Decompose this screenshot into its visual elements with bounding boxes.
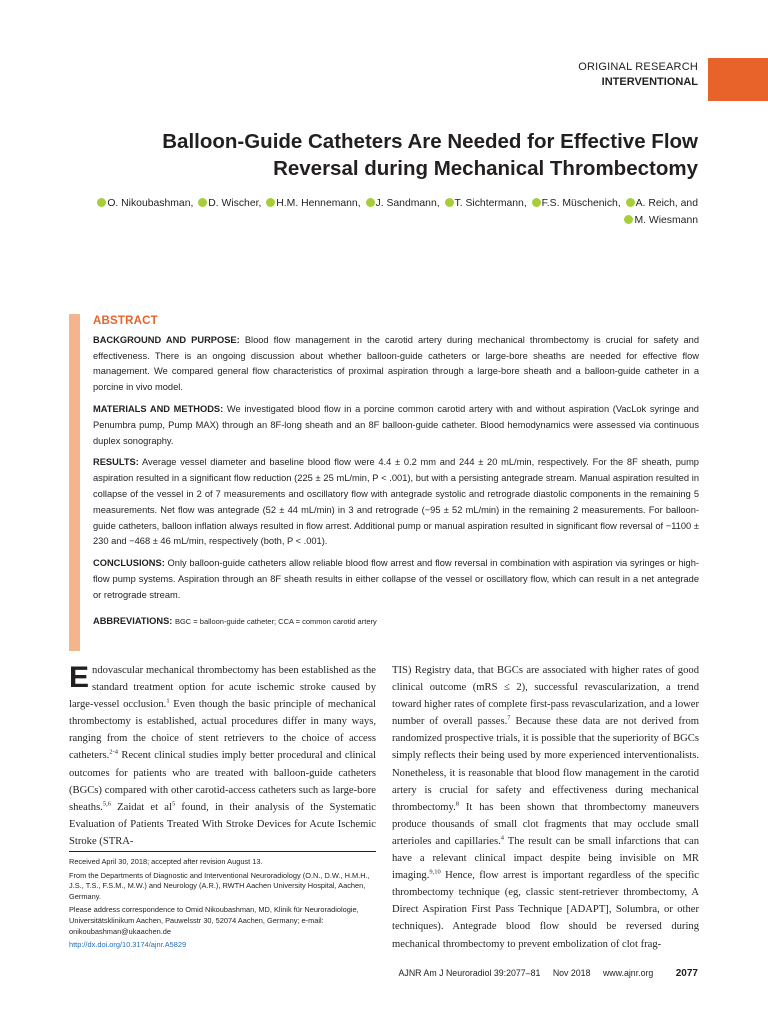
- body-text: Recent clinical studies imply better procedural and clinical outcomes for patients who are treated with balloon-guide catheters (BGCs) compared with other carotid-access catheters such as large-bore sheaths.: [69, 750, 376, 813]
- author-entry[interactable]: [364, 198, 440, 209]
- author-entry[interactable]: [443, 198, 527, 209]
- methods-label: MATERIALS AND METHODS:: [93, 403, 224, 414]
- abstract-background: [93, 333, 699, 396]
- abstract-methods: [93, 402, 699, 449]
- citation[interactable]: 8: [455, 800, 459, 808]
- author-list: [58, 195, 698, 229]
- abstract-abbreviations: [93, 614, 699, 630]
- author-entry[interactable]: [622, 215, 698, 226]
- journal-citation: AJNR Am J Neuroradiol 39:2077–81: [398, 968, 541, 978]
- orcid-icon[interactable]: [366, 198, 375, 207]
- footnote-divider: [69, 851, 376, 852]
- body-paragraph: [392, 662, 699, 953]
- author-entry[interactable]: [530, 198, 621, 209]
- background-text: Blood flow management in the carotid artery during mechanical thrombectomy is crucial for safety and effectiveness. There is an ongoing discussion about whether balloon-guide catheters or large-bore sheaths are needed for effective flow management. We compared general flow characteristics of proximal aspiration through a large-bore sheath and a balloon-guide catheter in a porcine in vivo model.: [93, 334, 699, 393]
- section-label: [578, 60, 698, 90]
- citation[interactable]: 4: [500, 834, 505, 842]
- title-line-2: Reversal during Mechanical Thrombectomy: [273, 157, 698, 180]
- background-label: BACKGROUND AND PURPOSE:: [93, 334, 240, 345]
- journal-website[interactable]: www.ajnr.org: [602, 968, 654, 978]
- orcid-icon[interactable]: [445, 198, 454, 207]
- footnotes: [69, 857, 376, 954]
- body-text: Even though the basic principle of mechanical thrombectomy is established, actual procedures differ in many ways, ranging from the choice of stent retrievers to the choice of access catheters.: [69, 699, 377, 762]
- orcid-icon[interactable]: [266, 198, 275, 207]
- citation[interactable]: 9,10: [429, 868, 441, 876]
- author-name: A. Reich, and: [635, 198, 698, 209]
- intro-paragraph: [69, 662, 376, 850]
- abstract-heading: ABSTRACT: [93, 315, 158, 327]
- body-text: found, in their analysis of the Systematic Evaluation of Patients Treated With Stroke Devices for Acute Ischemic Stroke (STRA-: [69, 801, 376, 847]
- author-name: J. Sandmann,: [375, 198, 440, 209]
- citation[interactable]: 1: [166, 697, 170, 705]
- author-name: H.M. Hennemann,: [276, 198, 361, 209]
- orcid-icon[interactable]: [97, 198, 106, 207]
- abbreviations-text: BGC = balloon-guide catheter; CCA = common carotid artery: [174, 616, 377, 626]
- drop-cap: E: [69, 661, 90, 694]
- correspondence-note: Please address correspondence to Omid Nikoubashman, MD, Klinik für Neuroradiologie, Universitätsklinikum Aachen, Pauwelsstr 30, 52074 Aachen, Germany; e-mail: onikoubashman@ukaachen.de: [69, 905, 359, 936]
- section-color-block: [708, 58, 768, 101]
- body-text: Zaidat et al: [110, 801, 172, 813]
- author-entry[interactable]: [95, 198, 193, 209]
- body-text: Hence, flow arrest is important regardless of the specific thrombectomy technique (eg, classic stent-retriever thrombectomy, A Direct Aspiration First Pass Technique [ADAPT], Solumbra, or other techniques). Antegrade blood flow should be reversed during mechanical thrombectomy to prevent embolization of clot frag-: [392, 870, 699, 950]
- author-name: T. Sichtermann,: [454, 198, 527, 209]
- received-date: Received April 30, 2018; accepted after revision August 13.: [69, 857, 263, 866]
- abstract: [93, 314, 699, 635]
- conclusions-text: Only balloon-guide catheters allow reliable blood flow arrest and flow reversal in combination with aspiration via syringes or high-flow pump systems. Aspiration through an 8F sheath results in either collapse of the vessel or oscillatory flow, which can result in a net antegrade or retrograde stream.: [93, 558, 699, 600]
- author-entry[interactable]: [264, 198, 360, 209]
- body-text: TIS) Registry data, that BGCs are associated with higher rates of good clinical outcome (mRS ≤ 2), successful revascularization, a trend toward higher rates of complete first-pass revascularization, and a lower number of overall passes.: [392, 665, 699, 728]
- orcid-icon[interactable]: [198, 198, 207, 207]
- article-title: [98, 128, 698, 182]
- methods-text: We investigated blood flow in a porcine common carotid artery with and without aspiration (VacLok syringe and Penumbra pump, Pump MAX) through an 8F-long sheath and an 8F balloon-guide catheter. Blood hemodynamics were assessed via continuous duplex sonography.: [93, 403, 699, 446]
- doi-link[interactable]: http://dx.doi.org/10.3174/ajnr.A5829: [69, 940, 187, 950]
- body-text: Because these data are not derived from randomized prospective trials, it is possible that the superiority of BGCs simply reflects their being used by more experienced interventionalists. Nonetheless, it is reasonable that blood flow management in the carotid artery is crucial for safety and effectiveness during mechanical thrombectomy.: [392, 716, 700, 813]
- conclusions-label: CONCLUSIONS:: [93, 558, 165, 569]
- citation[interactable]: 5,6: [102, 800, 111, 808]
- abstract-conclusions: [93, 556, 699, 603]
- author-entry[interactable]: [196, 198, 261, 209]
- body-text: It has been shown that thrombectomy maneuvers produce thousands of small clot fragments that may occlude small arterioles and capillaries.: [392, 801, 699, 847]
- page-number: 2077: [675, 968, 698, 979]
- section-category: ORIGINAL RESEARCH: [578, 61, 698, 73]
- orcid-icon[interactable]: [532, 198, 541, 207]
- body-text: ndovascular mechanical thrombectomy has been established as the standard treatment option for acute ischemic stroke caused by large-vessel occlusion.: [69, 665, 376, 711]
- results-text: Average vessel diameter and baseline blood flow were 4.4 ± 0.2 mm and 244 ± 20 mL/min, respectively. For the 8F sheath, pump aspiration resulted in a significant flow reduction (225 ± 25 mL/min, P < .001), but with a persisting antegrade stream. Manual aspiration resulted in collapse of the vessel in 2 of 7 measurements and oscillatory flow with antegrade systolic and retrograde diastolic components in the remaining 5 measurements. Net flow was antegrade (52 ± 44 mL/min) in 3 and retrograde (−95 ± 52 mL/min) in the remaining 2 measurements. For balloon-guide catheters, balloon inflation always resulted in flow arrest. Additional pump or manual aspiration resulted in significant flow reversal of −1100 ± 230 and −468 ± 46 mL/min, respectively (both, P < .001).: [93, 457, 699, 547]
- orcid-icon[interactable]: [626, 198, 635, 207]
- body-text: The result can be small infarctions that can have a relevant clinical impact despite being invisible on MR imaging.: [392, 835, 700, 882]
- body-column-left: [69, 662, 376, 850]
- citation[interactable]: 5: [171, 800, 176, 808]
- author-entry[interactable]: [624, 198, 698, 209]
- citation[interactable]: 7: [507, 714, 511, 722]
- issue-date: Nov 2018: [552, 968, 591, 978]
- section-subcategory: INTERVENTIONAL: [601, 76, 698, 88]
- affiliation-note: From the Departments of Diagnostic and Interventional Neuroradiology (O.N., D.W., H.M.H., J.S., T.S., F.S.M., M.W.) and Neurology (A.R.), RWTH Aachen University Hospital, Aachen, Germany.: [69, 870, 370, 901]
- author-name: D. Wischer,: [208, 198, 262, 209]
- abbreviations-label: ABBREVIATIONS:: [93, 615, 173, 626]
- citation[interactable]: 2-4: [109, 748, 118, 756]
- author-name: M. Wiesmann: [634, 215, 698, 226]
- abstract-results: [93, 455, 699, 550]
- author-name: O. Nikoubashman,: [107, 198, 194, 209]
- abstract-side-bar: [69, 314, 80, 651]
- body-column-right: [392, 662, 699, 953]
- orcid-icon[interactable]: [624, 215, 633, 224]
- title-line-1: Balloon-Guide Catheters Are Needed for Effective Flow: [162, 130, 698, 153]
- results-label: RESULTS:: [93, 457, 139, 468]
- page-footer: [399, 968, 698, 979]
- author-name: F.S. Müschenich,: [541, 198, 621, 209]
